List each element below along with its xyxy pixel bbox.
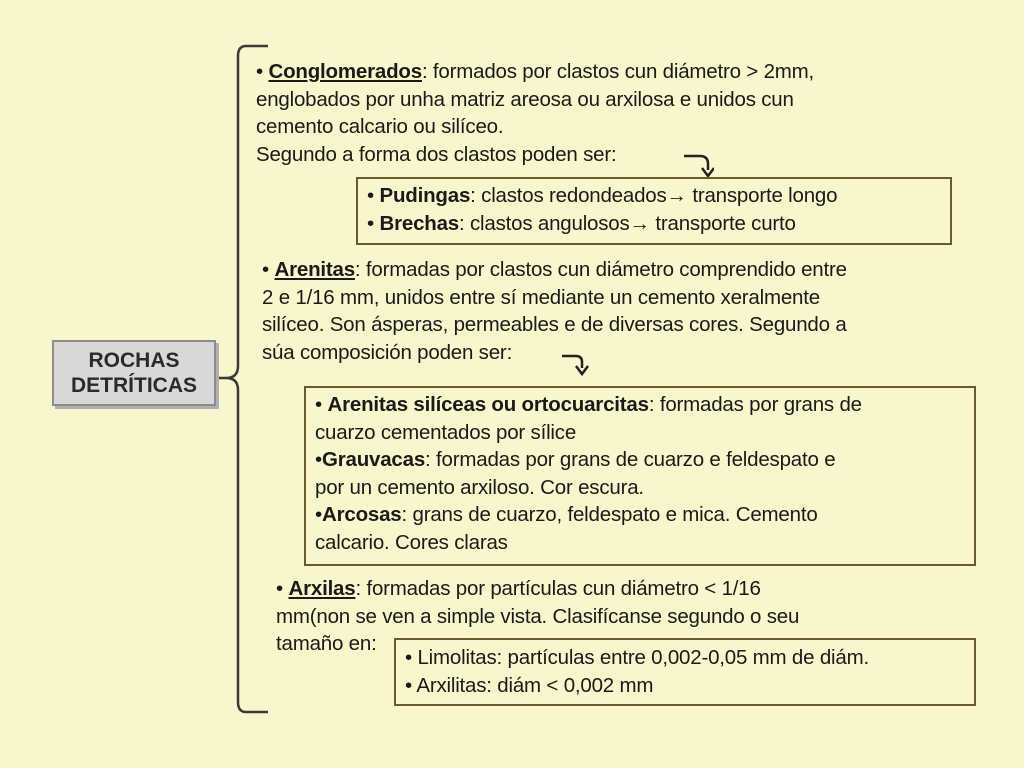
curved-arrow-icon [682, 150, 714, 180]
arenitas-siliceas-term: Arenitas silíceas ou ortocuarcitas [327, 393, 649, 416]
conglomerados-types-box [356, 177, 952, 245]
arenitas-block [262, 256, 974, 366]
grauvacas-term: Grauvacas [321, 448, 426, 471]
curved-arrow-icon [560, 350, 592, 380]
root-node-rochas-detriticas [52, 340, 216, 406]
conglomerados-line1: • Conglomerados: formados por clastos cun diámetro > 2mm, [256, 60, 815, 83]
conglomerados-line2: englobados por unha matriz areosa ou arxilosa e unidos cun [256, 87, 794, 111]
grauvacas-line2: por un cemento arxiloso. Cor escura. [315, 475, 644, 499]
pudingas-term: Pudingas [379, 184, 471, 207]
arenitas-line4: súa composición poden ser: [262, 340, 513, 364]
arenitas-types-box [304, 386, 976, 566]
brechas-item: • Brechas: clastos angulosos→ transporte curto [367, 210, 950, 238]
limolitas-item: • Limolitas: partículas entre 0,002-0,05 mm de diám. [405, 646, 869, 669]
arxilas-line3: tamaño en: [276, 632, 377, 655]
conglomerados-line3: cemento calcario ou silíceo. [256, 115, 504, 138]
arcosas-line2: calcario. Cores claras [315, 530, 508, 554]
arenitas-siliceas-line2: cuarzo cementados por sílice [315, 420, 577, 444]
right-arrow-icon: → [629, 211, 650, 235]
grauvacas-item: •Grauvacas: formadas por grans de cuarzo e feldespato e [315, 448, 836, 471]
arxilas-line1: • Arxilas: formadas por partículas cun diámetro < 1/16 [276, 577, 761, 600]
right-arrow-icon: → [666, 184, 687, 207]
root-label-line2: DETRÍTICAS [71, 374, 197, 397]
arcosas-term: Arcosas [321, 503, 402, 526]
arcosas-item: •Arcosas: grans de cuarzo, feldespato e mica. Cemento [315, 503, 818, 526]
root-label-line1: ROCHAS [88, 349, 180, 372]
arenitas-line1: • Arenitas: formadas por clastos cun diámetro comprendido entre [262, 258, 847, 281]
conglomerados-block [256, 58, 956, 168]
conglomerados-line4: Segundo a forma dos clastos poden ser: [256, 142, 617, 166]
arxilas-types-box [394, 638, 976, 706]
pudingas-item: • Pudingas: clastos redondeados→ transporte longo [367, 182, 950, 210]
arxilitas-item: • Arxilitas: diám < 0,002 mm [405, 673, 654, 697]
arxilas-line2: mm(non se ven a simple vista. Clasifícanse segundo o seu [276, 604, 800, 628]
arxilas-term: Arxilas [288, 577, 356, 600]
arenitas-term: Arenitas [274, 258, 355, 281]
brechas-term: Brechas [379, 211, 459, 235]
conglomerados-term: Conglomerados [268, 60, 422, 83]
arenitas-siliceas-item: • Arenitas silíceas ou ortocuarcitas: formadas por grans de [315, 393, 862, 416]
arenitas-line3: silíceo. Son ásperas, permeables e de diversas cores. Segundo a [262, 313, 847, 336]
arenitas-line2: 2 e 1/16 mm, unidos entre sí mediante un cemento xeralmente [262, 285, 820, 309]
